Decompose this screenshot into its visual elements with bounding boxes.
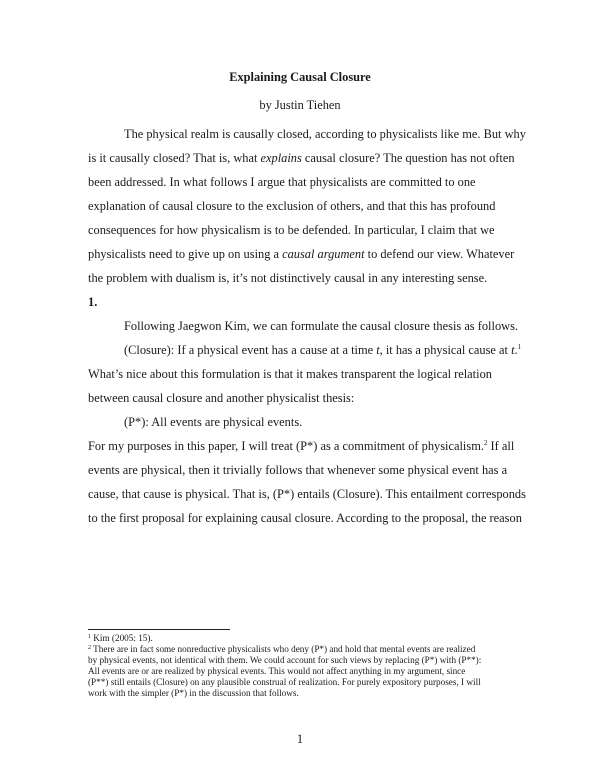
footnote-divider: [88, 629, 230, 630]
pstar-thesis: (P*): All events are physical events.: [124, 415, 303, 429]
footnote-ref-1[interactable]: 1: [517, 343, 522, 351]
text-run: physicalists need to give up on using a: [88, 247, 283, 261]
footnote-2-line3: All events are or are realized by physical events. This would not affect anything in my argument, since: [88, 666, 466, 676]
para4-line3: cause, that cause is physical. That is, (P*) entails (Closure). This entailment corresponds: [88, 487, 526, 501]
text-run: , it has a physical cause at: [379, 343, 512, 357]
paper-body: [88, 122, 526, 530]
para2-line1: Following Jaegwon Kim, we can formulate the causal closure thesis as follows.: [124, 319, 519, 333]
para3-line2: between causal closure and another physicalist thesis:: [88, 391, 355, 405]
footnote-2-line2: by physical events, not identical with them. We could account for such views by replacing (P*) with (P**):: [88, 655, 482, 665]
footnote-2-line5: work with the simpler (P*) in the discussion that follows.: [88, 688, 299, 698]
footnote-text: There are in fact some nonreductive physicalists who deny (P*) and hold that mental events are realized: [91, 644, 476, 654]
para1-line2: [88, 146, 518, 170]
emphasis-causal-argument: causal argument: [282, 247, 365, 261]
para1-line1: The physical realm is causally closed, according to physicalists like me. But why: [124, 127, 526, 141]
emphasis-explains: explains: [260, 151, 302, 165]
para1-line3: been addressed. In what follows I argue that physicalists are committed to one: [88, 175, 476, 189]
para1-line7: the problem with dualism is, it’s not distinctively causal in any interesting sense.: [88, 271, 488, 285]
para4-line2: events are physical, then it trivially follows that whenever some physical event has a: [88, 463, 508, 477]
var-t: t: [376, 343, 380, 357]
footnote-2-line1: [88, 644, 528, 655]
para4-line4: to the first proposal for explaining causal closure. According to the proposal, the reason: [88, 511, 522, 525]
footnotes: [88, 633, 528, 699]
para4-line1: [88, 434, 518, 458]
para3-line1: What’s nice about this formulation is that it makes transparent the logical relation: [88, 367, 492, 381]
para1-line6: [88, 242, 518, 266]
var-t: t: [511, 343, 515, 357]
page-number: 1: [296, 732, 304, 746]
footnote-text: Kim (2005: 15).: [91, 633, 153, 643]
footnote-2-line4: (P**) still entails (Closure) on any plausible construal of realization. For purely expository purposes, I will: [88, 677, 481, 687]
footnote-number: 2: [88, 645, 91, 651]
text-run: If all: [487, 439, 515, 453]
footnote-1: [88, 633, 528, 644]
para1-line5: consequences for how physicalism is to be defended. In particular, I claim that we: [88, 223, 495, 237]
text-run: causal closure? The question has not often: [301, 151, 515, 165]
footnote-number: 1: [88, 634, 91, 640]
footnote-ref-2[interactable]: 2: [483, 439, 488, 447]
paper-title: Explaining Causal Closure: [229, 70, 371, 84]
closure-thesis: [88, 338, 522, 362]
text-run: .: [514, 343, 518, 357]
para1-line4: explanation of causal closure to the exclusion of others, and that this has profound: [88, 199, 496, 213]
text-run: For my purposes in this paper, I will treat (P*) as a commitment of physicalism.: [88, 439, 484, 453]
section-heading: 1.: [88, 295, 98, 309]
text-run: (Closure): If a physical event has a cause at a time: [124, 343, 377, 357]
paper-author: by Justin Tiehen: [259, 98, 341, 112]
text-run: is it causally closed? That is, what: [88, 151, 261, 165]
text-run: to defend our view. Whatever: [364, 247, 515, 261]
